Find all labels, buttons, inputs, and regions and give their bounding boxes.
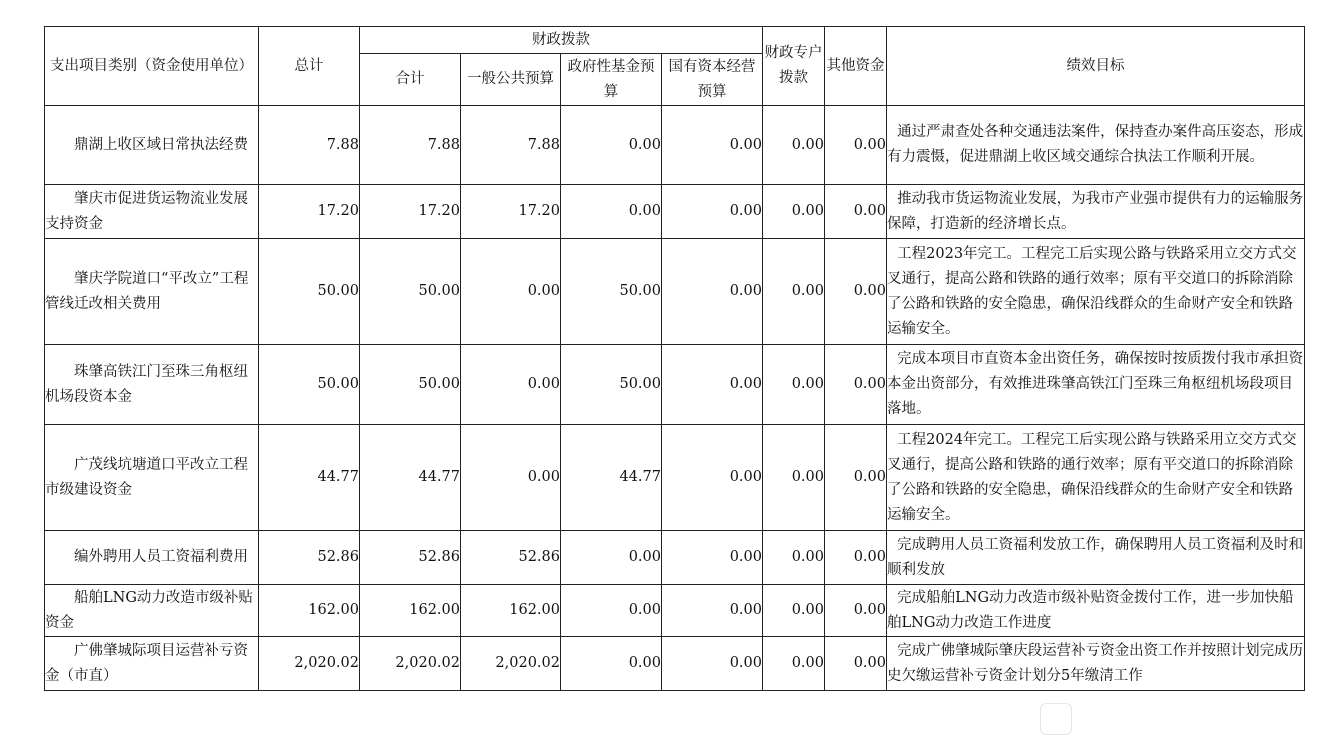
row-goal: 工程2023年完工。工程完工后实现公路与铁路采用立交方式交叉通行，提高公路和铁路的通行效率；原有平交道口的拆除消除了公路和铁路的安全隐患，确保沿线群众的生命财产安全和铁路运输安全。 — [887, 239, 1305, 345]
header-state-capital-budget: 国有资本经营预算 — [662, 54, 763, 106]
header-total: 总计 — [259, 27, 360, 106]
row-name: 珠肇高铁江门至珠三角枢纽机场段资本金 — [45, 345, 259, 425]
row-general: 2,020.02 — [461, 637, 561, 691]
row-other: 0.00 — [825, 106, 887, 185]
watermark-mark — [1040, 703, 1072, 735]
row-name: 广佛肇城际项目运营补亏资金（市直） — [45, 637, 259, 691]
row-subtotal: 162.00 — [360, 585, 461, 637]
table-row — [45, 345, 1305, 425]
row-special: 0.00 — [763, 185, 825, 239]
row-total: 162.00 — [259, 585, 360, 637]
table-row — [45, 637, 1305, 691]
row-total: 44.77 — [259, 425, 360, 531]
row-other: 0.00 — [825, 239, 887, 345]
row-special: 0.00 — [763, 531, 825, 585]
row-capital: 0.00 — [662, 239, 763, 345]
row-fund: 0.00 — [561, 637, 662, 691]
header-fund-budget: 政府性基金预算 — [561, 54, 662, 106]
table-row — [45, 425, 1305, 531]
row-general: 0.00 — [461, 425, 561, 531]
row-other: 0.00 — [825, 345, 887, 425]
row-other: 0.00 — [825, 425, 887, 531]
row-fund: 0.00 — [561, 531, 662, 585]
row-name: 编外聘用人员工资福利费用 — [45, 531, 259, 585]
row-subtotal: 50.00 — [360, 239, 461, 345]
row-general: 52.86 — [461, 531, 561, 585]
row-other: 0.00 — [825, 531, 887, 585]
row-name: 肇庆学院道口“平改立”工程管线迁改相关费用 — [45, 239, 259, 345]
row-subtotal: 52.86 — [360, 531, 461, 585]
row-name: 鼎湖上收区域日常执法经费 — [45, 106, 259, 185]
row-subtotal: 7.88 — [360, 106, 461, 185]
header-other-funds: 其他资金 — [825, 27, 887, 106]
row-total: 52.86 — [259, 531, 360, 585]
row-total: 50.00 — [259, 239, 360, 345]
row-total: 2,020.02 — [259, 637, 360, 691]
row-total: 17.20 — [259, 185, 360, 239]
row-special: 0.00 — [763, 585, 825, 637]
row-capital: 0.00 — [662, 185, 763, 239]
row-other: 0.00 — [825, 637, 887, 691]
row-general: 7.88 — [461, 106, 561, 185]
row-capital: 0.00 — [662, 637, 763, 691]
row-goal: 工程2024年完工。工程完工后实现公路与铁路采用立交方式交叉通行，提高公路和铁路的通行效率；原有平交道口的拆除消除了公路和铁路的安全隐患，确保沿线群众的生命财产安全和铁路运输安全。 — [887, 425, 1305, 531]
table-row — [45, 185, 1305, 239]
row-name: 肇庆市促进货运物流业发展支持资金 — [45, 185, 259, 239]
row-name: 船舶LNG动力改造市级补贴资金 — [45, 585, 259, 637]
header-category: 支出项目类别（资金使用单位） — [45, 27, 259, 106]
row-special: 0.00 — [763, 106, 825, 185]
header-general-budget: 一般公共预算 — [461, 54, 561, 106]
row-special: 0.00 — [763, 425, 825, 531]
row-fund: 50.00 — [561, 239, 662, 345]
row-capital: 0.00 — [662, 106, 763, 185]
row-capital: 0.00 — [662, 531, 763, 585]
table-row — [45, 239, 1305, 345]
row-capital: 0.00 — [662, 345, 763, 425]
header-performance-goal: 绩效目标 — [887, 27, 1305, 106]
row-goal: 完成本项目市直资本金出资任务，确保按时按质拨付我市承担资本金出资部分，有效推进珠肇高铁江门至珠三角枢纽机场段项目落地。 — [887, 345, 1305, 425]
row-fund: 0.00 — [561, 585, 662, 637]
row-goal: 推动我市货运物流业发展，为我市产业强市提供有力的运输服务保障，打造新的经济增长点。 — [887, 185, 1305, 239]
header-row-top — [45, 27, 1305, 54]
row-other: 0.00 — [825, 185, 887, 239]
row-general: 0.00 — [461, 345, 561, 425]
table-row — [45, 106, 1305, 185]
budget-table — [44, 26, 1305, 691]
row-general: 17.20 — [461, 185, 561, 239]
row-total: 50.00 — [259, 345, 360, 425]
row-capital: 0.00 — [662, 425, 763, 531]
row-goal: 完成船舶LNG动力改造市级补贴资金拨付工作，进一步加快船舶LNG动力改造工作进度 — [887, 585, 1305, 637]
row-total: 7.88 — [259, 106, 360, 185]
row-subtotal: 44.77 — [360, 425, 461, 531]
table-row — [45, 531, 1305, 585]
row-special: 0.00 — [763, 637, 825, 691]
row-other: 0.00 — [825, 585, 887, 637]
header-fiscal-group: 财政拨款 — [360, 27, 763, 54]
row-fund: 0.00 — [561, 185, 662, 239]
row-special: 0.00 — [763, 345, 825, 425]
row-fund: 44.77 — [561, 425, 662, 531]
table-row — [45, 585, 1305, 637]
row-fund: 0.00 — [561, 106, 662, 185]
row-subtotal: 17.20 — [360, 185, 461, 239]
row-capital: 0.00 — [662, 585, 763, 637]
row-subtotal: 2,020.02 — [360, 637, 461, 691]
row-special: 0.00 — [763, 239, 825, 345]
row-fund: 50.00 — [561, 345, 662, 425]
row-general: 162.00 — [461, 585, 561, 637]
header-special-account: 财政专户拨款 — [763, 27, 825, 106]
row-general: 0.00 — [461, 239, 561, 345]
row-subtotal: 50.00 — [360, 345, 461, 425]
row-name: 广茂线坑塘道口平改立工程市级建设资金 — [45, 425, 259, 531]
header-subtotal: 合计 — [360, 54, 461, 106]
row-goal: 完成广佛肇城际肇庆段运营补亏资金出资工作并按照计划完成历史欠缴运营补亏资金计划分5年缴清工作 — [887, 637, 1305, 691]
row-goal: 完成聘用人员工资福利发放工作，确保聘用人员工资福利及时和顺利发放 — [887, 531, 1305, 585]
row-goal: 通过严肃查处各种交通违法案件，保持查办案件高压姿态，形成有力震慑，促进鼎湖上收区域交通综合执法工作顺利开展。 — [887, 106, 1305, 185]
